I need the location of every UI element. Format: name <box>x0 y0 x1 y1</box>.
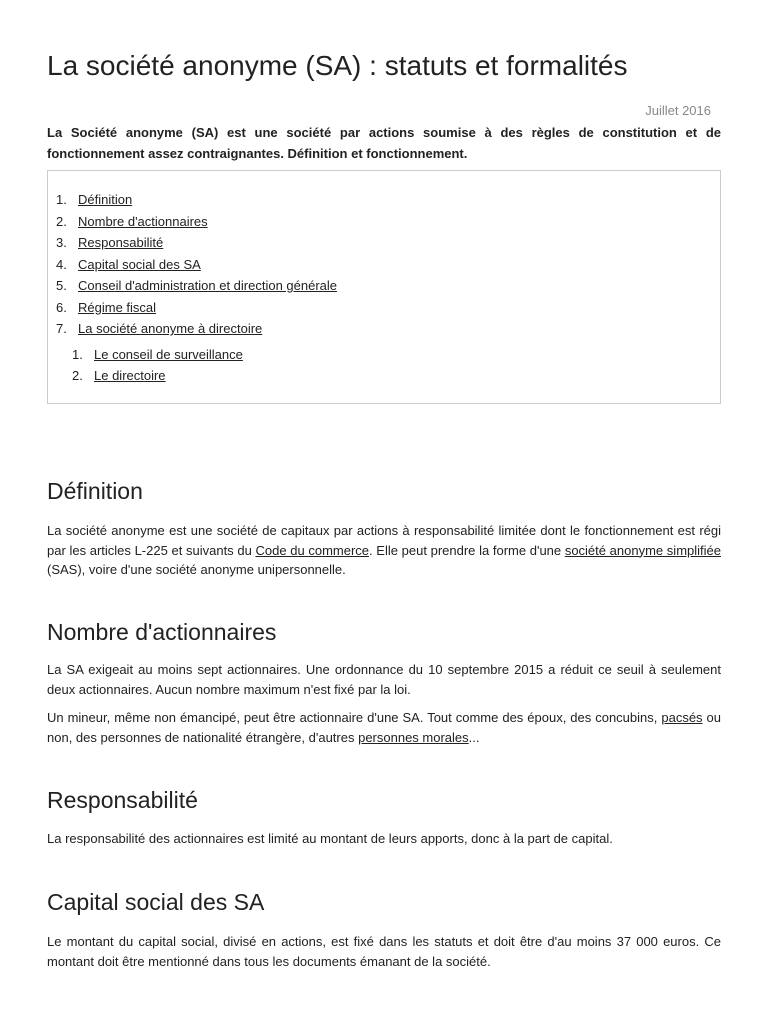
toc-link-actionnaires[interactable]: Nombre d'actionnaires <box>78 213 208 229</box>
personnes-morales-link[interactable]: personnes morales <box>358 729 469 745</box>
actionnaires-paragraph-2: Un mineur, même non émancipé, peut être actionnaire d'une SA. Tout comme des époux, des concubins, pacsés ou non, des personnes de nationalité étrangère, d'autres personnes morales... <box>47 710 721 745</box>
definition-paragraph: La société anonyme est une société de capitaux par actions à responsabilité limitée dont le fonctionnement est régi par les articles L-225 et suivants du Code du commerce. Elle peut prendre la forme d'une société anonyme simplifiée (SAS), voire d'une société anonyme unipersonnelle. <box>47 523 721 577</box>
toc-link-conseil[interactable]: Conseil d'administration et direction générale <box>78 278 338 293</box>
publication-date: Juillet 2016 <box>645 103 711 118</box>
toc-link-definition[interactable]: Définition <box>78 192 133 207</box>
section-heading-definition: Définition <box>47 478 143 504</box>
toc-link-surveillance[interactable]: Le conseil de surveillance <box>94 346 243 362</box>
toc-item: 7. La société anonyme à directoire 1. Le conseil de surveillance 2. Le directoire <box>56 318 337 387</box>
toc-item: 5. Conseil d'administration et direction générale <box>56 278 338 293</box>
responsabilite-paragraph: La responsabilité des actionnaires est limité au montant de leurs apports, donc à la part de capital. <box>47 831 613 846</box>
toc-item: 3. Responsabilité <box>56 235 164 250</box>
actionnaires-paragraph-1: La SA exigeait au moins sept actionnaires. Une ordonnance du 10 septembre 2015 a réduit ce seuil à seulement deux actionnaires. Aucun nombre maximum n'est fixé par la loi. <box>47 662 721 697</box>
toc-list <box>56 189 337 387</box>
toc-link-regime-fiscal[interactable]: Régime fiscal <box>78 299 157 315</box>
toc-link-directoire[interactable]: La société anonyme à directoire <box>78 321 263 336</box>
toc-item: 6. Régime fiscal <box>56 299 157 315</box>
toc-item: 4. Capital social des SA <box>56 256 201 272</box>
intro-paragraph: La Société anonyme (SA) est une société par actions soumise à des règles de constitution et de fonctionnement assez contraignantes. Définition et fonctionnement. <box>47 125 721 161</box>
capital-paragraph: Le montant du capital social, divisé en actions, est fixé dans les statuts et doit être d'au moins 37 000 euros. Ce montant doit être mentionné dans tous les documents émanant de la société. <box>47 934 721 969</box>
toc-link-le-directoire[interactable]: Le directoire <box>94 368 166 383</box>
code-du-commerce-link[interactable]: Code du commerce <box>255 542 370 558</box>
toc-item: 1. Définition <box>56 192 133 207</box>
societe-anonyme-simplifiee-link[interactable]: société anonyme simplifiée <box>564 542 721 558</box>
section-heading-responsabilite: Responsabilité <box>47 787 198 813</box>
pacses-link[interactable]: pacsés <box>661 710 703 725</box>
section-heading-capital: Capital social des SA <box>47 889 265 915</box>
toc-link-responsabilite[interactable]: Responsabilité <box>78 235 164 250</box>
toc-subitem: 1. Le conseil de surveillance <box>72 346 243 362</box>
toc-sublist <box>56 344 337 387</box>
section-heading-actionnaires: Nombre d'actionnaires <box>47 619 277 645</box>
toc-subitem: 2. Le directoire <box>72 368 166 383</box>
table-of-contents <box>47 170 721 404</box>
toc-item: 2. Nombre d'actionnaires <box>56 213 208 229</box>
page-title: La société anonyme (SA) : statuts et formalités <box>47 50 628 81</box>
toc-link-capital[interactable]: Capital social des SA <box>78 256 201 272</box>
